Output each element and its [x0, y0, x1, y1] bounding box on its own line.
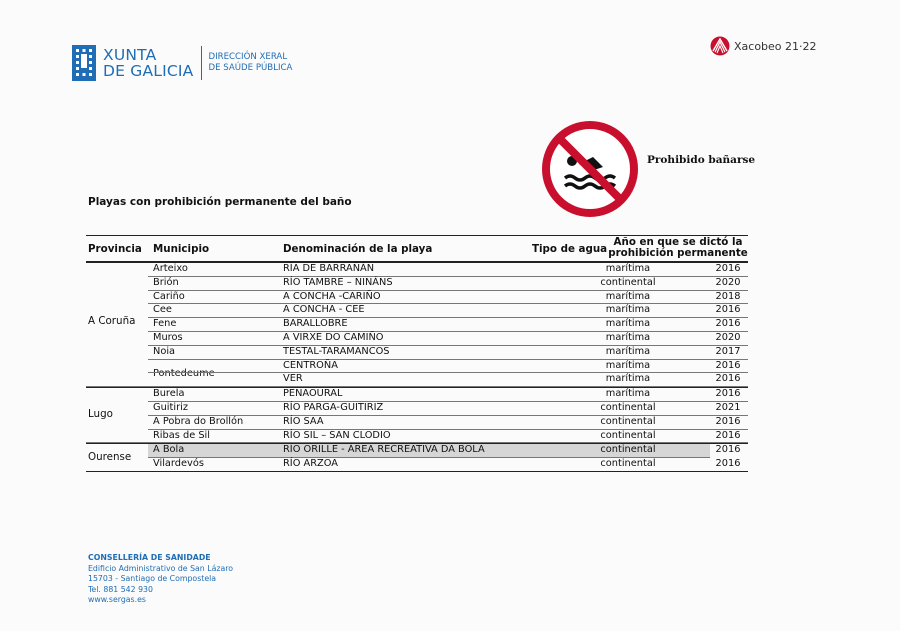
- tipo-cell: marítima: [605, 263, 651, 274]
- table-row: [148, 304, 748, 318]
- tipo-cell: continental: [600, 429, 656, 441]
- table-row-highlighted: [148, 444, 741, 458]
- tipo-cell: marítima: [605, 290, 651, 302]
- footer-website-link[interactable]: www.sergas.es: [88, 595, 146, 604]
- ano-cell: 2016: [715, 318, 741, 330]
- playa-cell: RÍO SAA: [283, 415, 324, 427]
- provincia-cell: Lugo: [88, 408, 113, 421]
- table-row: [148, 277, 748, 291]
- ano-cell: 2016: [715, 263, 741, 274]
- header-denominacion: Denominación de la playa: [283, 243, 433, 255]
- playa-cell: CENTROÑA: [283, 359, 338, 371]
- sign-label: Prohibido bañarse: [647, 154, 756, 166]
- section-title: Playas con prohibición permanente del baño: [88, 196, 352, 208]
- table-row: [148, 332, 748, 346]
- municipio-cell: Burela: [153, 388, 185, 400]
- municipio-cell: Guitiriz: [153, 401, 188, 413]
- provincia-cell: Ourense: [88, 451, 132, 464]
- no-swimming-icon: [541, 120, 639, 218]
- municipio-cell: Vilardevós: [153, 458, 204, 470]
- scallop-shell-icon: [710, 36, 730, 56]
- playa-cell: A CONCHA - CEE: [283, 304, 365, 316]
- municipio-cell: Fene: [153, 318, 177, 330]
- playa-cell: RÍA DE BARRAÑÁN: [283, 263, 375, 274]
- dept-line-1: DIRECCIÓN XERAL: [208, 52, 288, 62]
- table-row: [148, 388, 748, 402]
- playa-cell: RÍO TAMBRE – NINÁNS: [283, 276, 393, 288]
- provincia-cell: A Coruña: [88, 315, 136, 327]
- municipio-cell: A Bola: [153, 444, 185, 456]
- group-a-coruna: [86, 263, 748, 387]
- playa-cell: RÍO SIL – SAN CLODIO: [283, 429, 391, 441]
- playa-cell: TESTAL-TARAMANCOS: [283, 345, 390, 357]
- table-row: [148, 360, 748, 374]
- municipio-cell: Arteixo: [153, 263, 188, 274]
- dept-line-2: DE SAÚDE PÚBLICA: [208, 63, 293, 73]
- footer-line-4: Tel. 881 542 930: [88, 584, 153, 594]
- table-row: [148, 291, 748, 305]
- ano-cell: 2016: [715, 388, 741, 400]
- ano-cell: 2021: [715, 401, 741, 413]
- playa-cell: BARALLOBRE: [283, 318, 348, 330]
- municipio-cell: Muros: [153, 331, 183, 343]
- tipo-cell: continental: [600, 458, 656, 470]
- tipo-cell: continental: [600, 415, 656, 427]
- xunta-logo: [72, 45, 292, 81]
- xacobeo-logo: [710, 36, 817, 56]
- tipo-cell: continental: [600, 276, 656, 288]
- tipo-cell: marítima: [605, 318, 651, 330]
- playa-cell: VER: [283, 373, 303, 385]
- municipio-cell: Ribas de Sil: [153, 429, 210, 441]
- tipo-cell: continental: [600, 401, 656, 413]
- tipo-cell: marítima: [605, 388, 651, 400]
- xacobeo-text: Xacobeo 21·22: [734, 39, 817, 53]
- header-provincia: Provincia: [88, 243, 142, 255]
- footer-line-1: CONSELLERÍA DE SANIDADE: [88, 553, 211, 562]
- tipo-cell: marítima: [605, 304, 651, 316]
- municipio-cell: Cariño: [153, 290, 185, 302]
- ano-cell: 2016: [715, 373, 741, 385]
- tipo-cell: marítima: [605, 345, 651, 357]
- ano-cell: 2017: [715, 345, 741, 357]
- no-swimming-sign: [541, 120, 639, 218]
- playa-cell: RÍO PARGA-GUITIRIZ: [283, 401, 384, 413]
- beaches-table: [86, 235, 748, 472]
- table-row: [148, 430, 748, 443]
- table-row: [148, 402, 748, 416]
- group-ourense: [86, 443, 748, 472]
- tipo-cell: marítima: [605, 359, 651, 371]
- ano-cell: 2016: [715, 444, 741, 456]
- playa-cell: RÍO ORILLE - ÁREA RECREATIVA DA BOLA: [283, 444, 485, 456]
- ano-cell: 2016: [715, 429, 741, 441]
- ano-cell: 2016: [715, 458, 741, 470]
- department-name: [208, 52, 292, 74]
- ano-cell: 2016: [715, 304, 741, 316]
- header-tipo: Tipo de agua: [532, 243, 608, 255]
- tipo-cell: marítima: [605, 373, 651, 385]
- xunta-emblem-icon: [72, 45, 96, 81]
- table-row: [148, 263, 748, 277]
- table-row: [148, 416, 748, 430]
- ano-cell: 2020: [715, 331, 741, 343]
- table-row: [148, 346, 748, 360]
- header-ano-line-2: prohibición permanente: [608, 247, 748, 259]
- ano-cell: 2016: [715, 359, 741, 371]
- ano-cell: 2018: [715, 290, 741, 302]
- tipo-cell: marítima: [605, 331, 651, 343]
- group-lugo: [86, 387, 748, 443]
- footer-address: [88, 553, 233, 606]
- playa-cell: A CONCHA -CARIÑO: [283, 290, 381, 302]
- table-row: [148, 458, 748, 471]
- municipio-cell: Cee: [153, 304, 172, 316]
- logo-line-2: DE GALICIA: [103, 62, 194, 80]
- municipio-cell: Noia: [153, 345, 176, 357]
- footer-line-2: Edificio Administrativo de San Lázaro: [88, 563, 234, 573]
- playa-cell: A VIRXE DO CAMIÑO: [283, 331, 384, 343]
- playa-cell: PENAOURAL: [283, 388, 343, 400]
- header-ano: [608, 237, 748, 259]
- municipio-cell: Pontedeume: [153, 367, 215, 379]
- footer-line-3: 15703 - Santiago de Compostela: [88, 574, 217, 583]
- tipo-cell: continental: [600, 444, 656, 456]
- playa-cell: RÍO ARZOA: [283, 458, 338, 470]
- municipio-cell: A Pobra do Brollón: [153, 415, 244, 427]
- table-header: [86, 235, 748, 263]
- header-ano-line-1: Año en que se dictó la: [613, 236, 743, 248]
- logo-divider: [201, 46, 202, 80]
- xunta-wordmark: [103, 47, 193, 79]
- header-municipio: Municipio: [153, 243, 210, 255]
- ano-cell: 2016: [715, 415, 741, 427]
- logo-line-1: XUNTA: [103, 46, 157, 64]
- ano-cell: 2020: [715, 276, 741, 288]
- table-row: [278, 373, 748, 386]
- table-row: [148, 318, 748, 332]
- municipio-cell: Brión: [153, 276, 179, 288]
- pontedeume-block: [86, 360, 748, 387]
